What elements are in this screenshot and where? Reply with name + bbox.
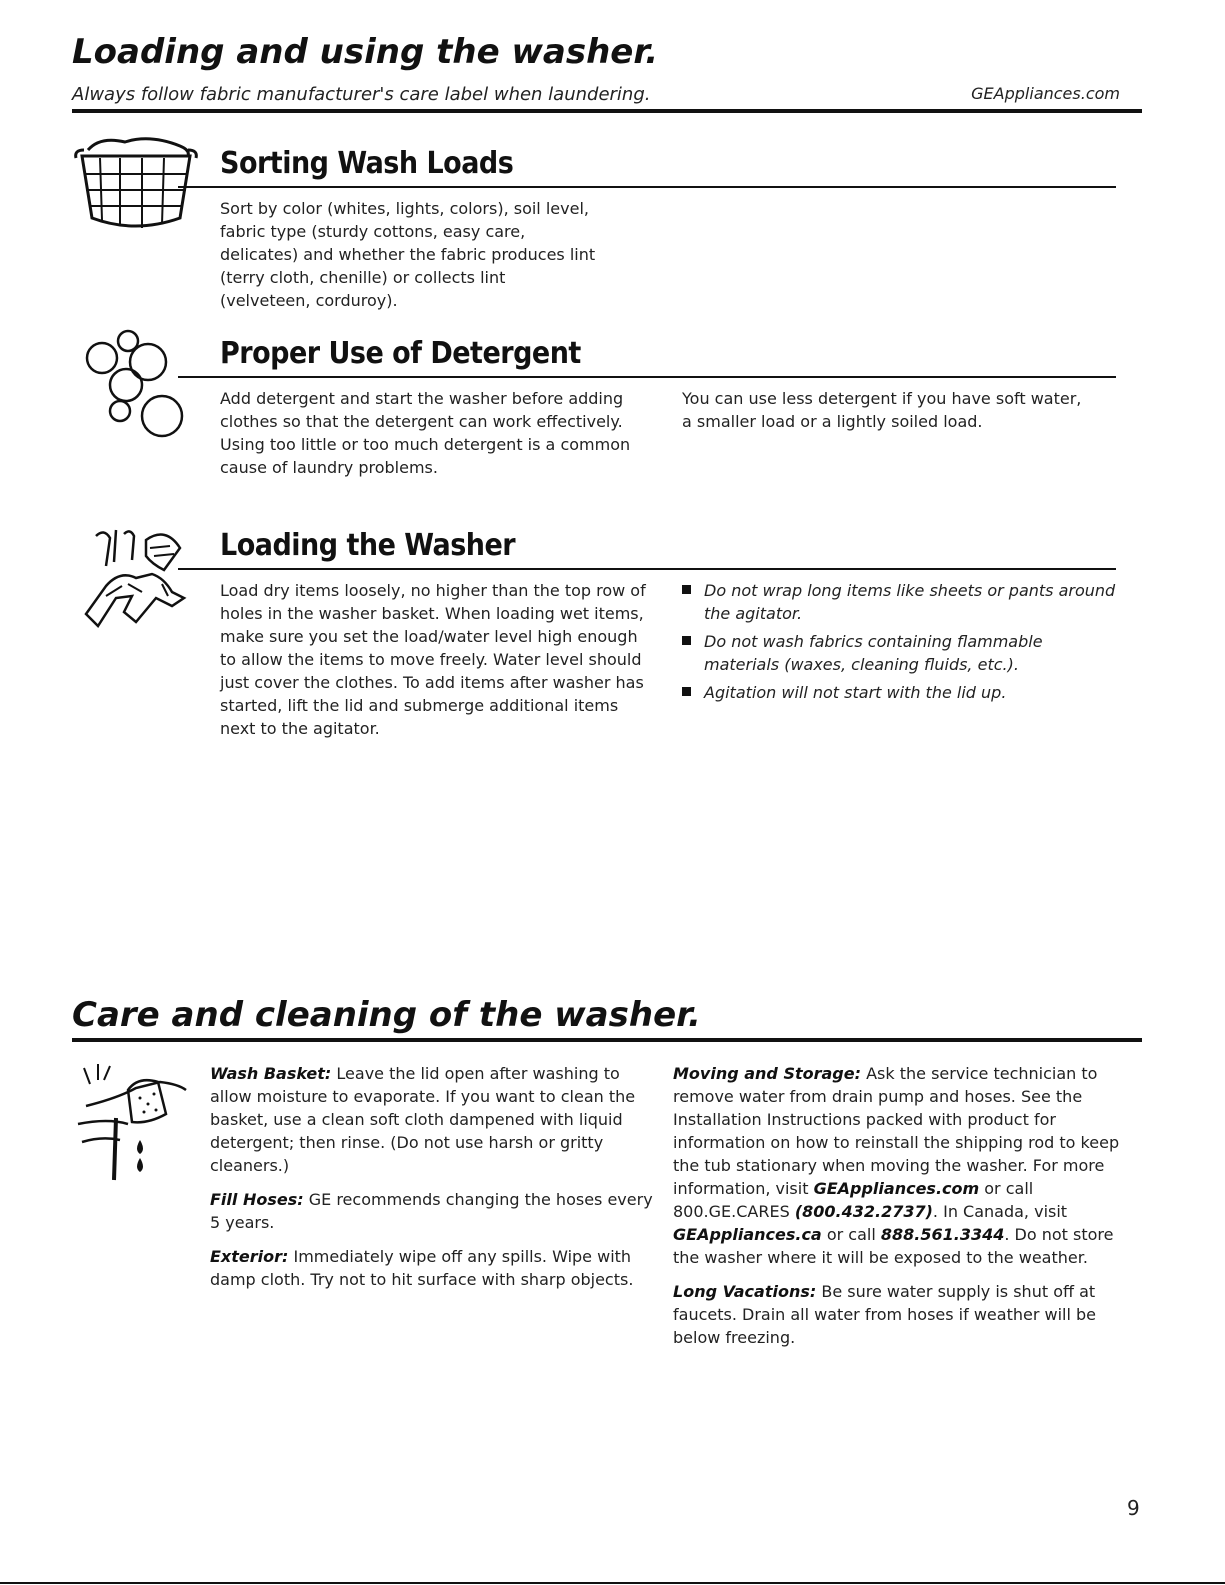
wash-basket-label: Wash Basket: [210, 1064, 332, 1083]
loading-rule [178, 568, 1116, 570]
exterior-label: Exterior: [210, 1247, 289, 1266]
loading-bullets [682, 579, 1122, 709]
bullet-square-icon [682, 687, 691, 696]
exterior-paragraph: Exterior: Immediately wipe off any spills. Wipe with damp cloth. Try not to hit surface with sharp objects. [210, 1247, 634, 1289]
detergent-body-right: You can use less detergent if you have soft water, a smaller load or a lightly soiled load. [682, 389, 1082, 431]
list-item: Agitation will not start with the lid up. [682, 681, 1122, 704]
moving-storage-paragraph: Moving and Storage: Ask the service technician to remove water from drain pump and hoses. See the Installation Instructions packed with product for information on how to reinstall the shipping rod to keep the tub stationary when moving the washer. For more information, visit GEAppliances.com or call 800.GE.CARES (800.432.2737). In Canada, visit GEAppliances.ca or call 888.561.3344. Do not store the washer where it will be exposed to the weather. [673, 1064, 1120, 1267]
care-rule [72, 1038, 1142, 1042]
website-label: GEAppliances.com [971, 84, 1120, 103]
header-rule [72, 109, 1142, 113]
care-right-column [673, 1062, 1123, 1360]
fill-hoses-paragraph: Fill Hoses: GE recommends changing the hoses every 5 years. [210, 1190, 653, 1232]
us-phone-number: (800.432.2737) [794, 1202, 933, 1221]
moving-storage-label: Moving and Storage: [673, 1064, 862, 1083]
ge-canada-website-link[interactable]: GEAppliances.ca [673, 1225, 822, 1244]
bullet-square-icon [682, 636, 691, 645]
bottom-edge-rule [0, 1582, 1225, 1584]
page-subtitle: Always follow fabric manufacturer's care label when laundering. [72, 84, 651, 105]
clothes-pile-icon [76, 526, 196, 636]
bullet-square-icon [682, 585, 691, 594]
ge-website-link[interactable]: GEAppliances.com [813, 1179, 980, 1198]
care-title: Care and cleaning of the washer. [72, 995, 701, 1035]
section-heading-detergent: Proper Use of Detergent [220, 336, 581, 371]
detergent-body-left: Add detergent and start the washer before adding clothes so that the detergent can work effectively. Using too little or too much detergent is a common cause of laundry problems. [220, 389, 631, 477]
list-item: Do not wrap long items like sheets or pants around the agitator. [682, 579, 1122, 625]
page-number: 9 [1127, 1496, 1140, 1520]
bubbles-icon [80, 328, 190, 443]
wash-basket-paragraph: Wash Basket: Leave the lid open after washing to allow moisture to evaporate. If you want to clean the basket, use a clean soft cloth dampened with liquid detergent; then rinse. (Do not use harsh or gritty cleaners.) [210, 1064, 636, 1175]
section-heading-loading: Loading the Washer [220, 528, 516, 563]
section-heading-sorting: Sorting Wash Loads [220, 146, 514, 181]
loading-body: Load dry items loosely, no higher than the top row of holes in the washer basket. When loading wet items, make sure you set the load/water level high enough to allow the items to move freely. Water level should just cover the clothes. To add items after washer has started, lift the lid and submerge additional items next to the agitator. [220, 581, 646, 738]
laundry-basket-icon [70, 138, 200, 238]
detergent-rule [178, 376, 1116, 378]
canada-phone-number: 888.561.3344 [880, 1225, 1005, 1244]
sorting-body: Sort by color (whites, lights, colors), soil level, fabric type (sturdy cottons, easy care, delicates) and whether the fabric produces lint (terry cloth, chenille) or collects lint (velveteen, corduroy). [220, 199, 596, 310]
page-title: Loading and using the washer. [72, 32, 659, 72]
list-item: Do not wash fabrics containing flammable materials (waxes, cleaning fluids, etc.). [682, 630, 1122, 676]
sponge-cleaning-icon [78, 1062, 188, 1182]
fill-hoses-label: Fill Hoses: [210, 1190, 304, 1209]
long-vacations-paragraph: Long Vacations: Be sure water supply is shut off at faucets. Drain all water from hoses if weather will be below freezing. [673, 1282, 1097, 1347]
long-vacations-label: Long Vacations: [673, 1282, 817, 1301]
care-left-column [210, 1062, 655, 1302]
sorting-rule [178, 186, 1116, 188]
